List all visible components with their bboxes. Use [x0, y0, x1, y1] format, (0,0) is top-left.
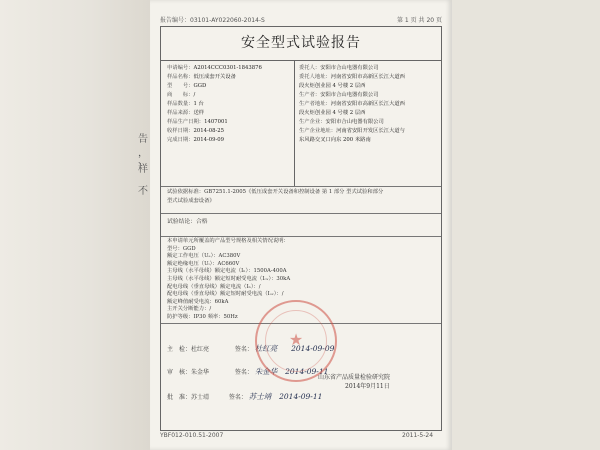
info-row: 生产者：安阳市合山电器有限公司	[299, 92, 379, 98]
spec-line: 型号：GGD	[167, 245, 196, 252]
handwritten-signature: 杜红亮	[254, 344, 278, 353]
signer-role: 批 准：苏士靖	[167, 394, 210, 401]
spec-line: 配电母线（垂直母线）额定电流（Iₙ）：/	[167, 283, 261, 290]
info-row: 收样日期：2014-08-25	[167, 128, 225, 134]
spec-line: 防护等级：IP30 频率：50Hz	[167, 314, 238, 320]
info-row: 完成日期：2014-09-09	[167, 137, 225, 143]
signer-role: 审 核：朱金华	[167, 369, 210, 376]
info-row: 样品生产日期：1407001	[167, 119, 228, 125]
margin-glyph: 不	[138, 186, 148, 197]
test-basis-line: 试验依据标准：GB7251.1-2005《低压成套开关设备和控制设备 第 1 部分 型式试验和部分	[167, 189, 384, 195]
spec-line: 主母线（水平母线）额定电流（Iₙ）：1500A-400A	[167, 268, 287, 275]
test-conclusion: 试验结论：合格	[167, 219, 208, 225]
handwritten-date: 2014-09-09	[291, 344, 335, 353]
handwritten-signature: 朱金华	[254, 367, 278, 376]
margin-glyph: 告	[138, 134, 148, 145]
info-row: 委托人地址：河南省安阳市高新区长江大道西	[299, 74, 405, 80]
handwritten-signature: 苏士靖	[248, 392, 272, 401]
spec-line: 额定工作电压（Uₑ）：AC380V	[167, 253, 241, 260]
info-row: 段火炬创业园 4 号楼 2 层西	[299, 110, 366, 116]
form-code: YBF012-010.51-2007	[160, 432, 224, 439]
signature-row	[167, 391, 322, 402]
spec-line: 额定绝缘电压（Uᵢ）：AC660V	[167, 260, 240, 267]
institute-seal-stamp	[255, 300, 337, 382]
spec-line: 主母线（水平母线）额定短时耐受电流（Iₒᵥ）：30kA	[167, 276, 291, 282]
column-divider	[294, 60, 295, 186]
report-number: 报告编号：03101-AY022060-2014-S	[160, 17, 265, 24]
form-date: 2011-5-24	[402, 432, 434, 439]
seal-star-icon: ★	[288, 330, 304, 349]
margin-glyph: 样	[138, 164, 148, 175]
info-row: 样品名称：低压成套开关设备	[167, 74, 236, 80]
handwritten-date: 2014-09-11	[285, 367, 329, 376]
info-row: 申请编号：A2014CCC0301-1843876	[167, 65, 262, 71]
report-header	[160, 15, 442, 25]
signature-label: 签名：	[228, 394, 247, 401]
info-row: 生产企业：安阳市合山电器有限公司	[299, 119, 384, 125]
margin-glyph: ，	[138, 148, 148, 159]
info-row: 样品来源：送样	[167, 110, 205, 116]
institute-name: 山东省产品质量检验研究院	[318, 374, 391, 381]
info-row: 商 标：/	[167, 92, 196, 98]
info-row: 委托人：安阳市合山电器有限公司	[299, 65, 379, 71]
page-indicator: 第 1 页 共 20 页	[397, 17, 442, 24]
signature-label: 签名：	[234, 369, 253, 376]
margin-glyph: 、	[138, 156, 148, 167]
info-row: 型 号：GGD	[167, 83, 207, 89]
signature-label: 签名：	[234, 346, 253, 353]
adjacent-page-left	[0, 0, 150, 450]
info-row: 生产企业地址：河南省安阳开发区长江大道与	[299, 128, 405, 134]
info-row: 段火炬创业园 4 号楼 2 层西	[299, 83, 366, 89]
test-basis-line: 型式试验成套设备》	[167, 198, 215, 204]
spec-line: 额定峰值耐受电流：60kA	[167, 298, 229, 305]
info-row: 生产者地址：河南省安阳市高新区长江大道西	[299, 101, 405, 107]
handwritten-date: 2014-09-11	[279, 392, 323, 401]
spec-line: 本申请单元所覆盖的产品型号规格及相关情况说明：	[167, 238, 289, 244]
spec-line: 主开关分断能力：/	[167, 306, 212, 313]
info-row: 样品数量：1 台	[167, 101, 204, 107]
spec-line: 配电母线（垂直母线）额定短时耐受电流（Iₒᵥ）：/	[167, 291, 284, 298]
report-title: 安全型式试验报告	[161, 27, 441, 61]
signer-role: 主 检：杜红亮	[167, 346, 210, 353]
info-row: 东风路交叉口向东 200 米路南	[299, 137, 371, 143]
seal-date: 2014年9月11日	[345, 383, 390, 390]
